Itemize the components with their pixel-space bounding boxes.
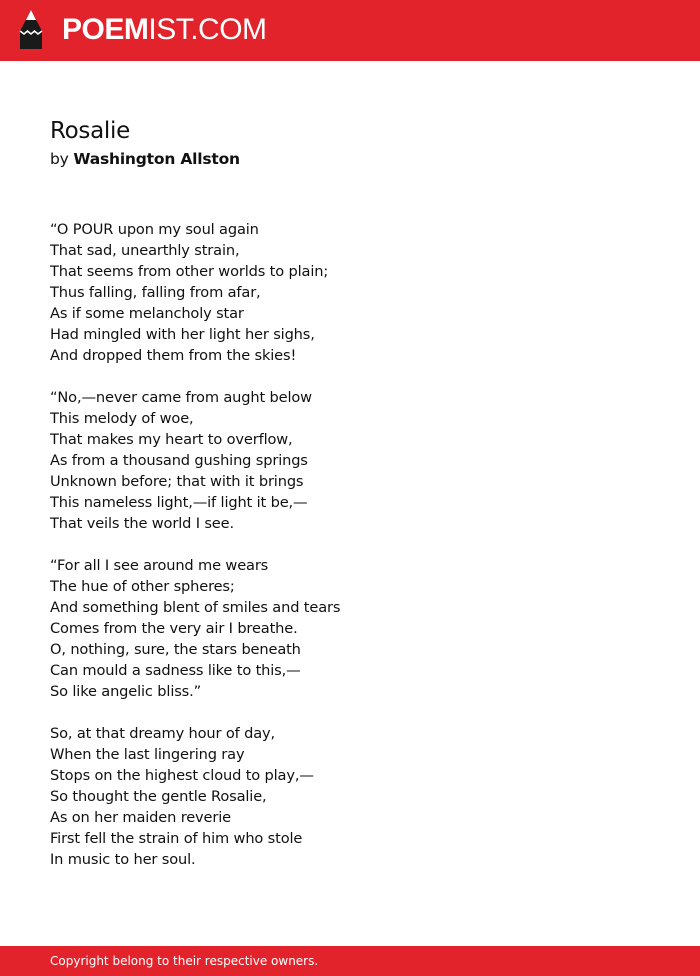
logo-bold-part: POEM xyxy=(62,13,149,46)
poem-line: Thus falling, falling from afar, xyxy=(50,284,261,301)
poem-line: That sad, unearthly strain, xyxy=(50,242,240,259)
pencil-logo-icon[interactable] xyxy=(18,9,44,51)
poem-stanza xyxy=(50,219,650,366)
poem-line: So, at that dreamy hour of day, xyxy=(50,725,276,742)
site-logo-text[interactable] xyxy=(62,12,267,48)
poem-stanza xyxy=(50,723,650,870)
site-header xyxy=(0,0,700,61)
poem-line: So like angelic bliss.” xyxy=(50,683,202,700)
poem-line: O, nothing, sure, the stars beneath xyxy=(50,641,301,658)
poem-line: Unknown before; that with it brings xyxy=(50,473,304,490)
poem-line: That veils the world I see. xyxy=(50,515,234,532)
poem-line: Had mingled with her light her sighs, xyxy=(50,326,315,343)
poem-line: “For all I see around me wears xyxy=(50,557,269,574)
poem-line: This melody of woe, xyxy=(50,410,194,427)
poem-line: Comes from the very air I breathe. xyxy=(50,620,298,637)
by-label: by xyxy=(50,150,69,168)
logo-light-part: IST.COM xyxy=(148,13,267,46)
site-footer xyxy=(0,946,700,976)
poem-line: Can mould a sadness like to this,— xyxy=(50,662,301,679)
poem-line: As if some melancholy star xyxy=(50,305,244,322)
poem-line: That makes my heart to overflow, xyxy=(50,431,293,448)
poem-line: That seems from other worlds to plain; xyxy=(50,263,329,280)
poem-line: This nameless light,—if light it be,— xyxy=(50,494,308,511)
poem-stanza xyxy=(50,387,650,534)
poem-stanza xyxy=(50,555,650,702)
poem-author: Washington Allston xyxy=(73,150,240,168)
poem-byline xyxy=(50,148,240,170)
poem-line: As on her maiden reverie xyxy=(50,809,231,826)
poem-line: And dropped them from the skies! xyxy=(50,347,297,364)
poem-line: First fell the strain of him who stole xyxy=(50,830,303,847)
poem-body xyxy=(50,219,650,891)
poem-line: “O POUR upon my soul again xyxy=(50,221,259,238)
poem-line: Stops on the highest cloud to play,— xyxy=(50,767,314,784)
footer-copyright: Copyright belong to their respective owners. xyxy=(50,954,319,968)
poem-line: When the last lingering ray xyxy=(50,746,245,763)
poem-line: And something blent of smiles and tears xyxy=(50,599,341,616)
poem-title: Rosalie xyxy=(50,118,130,144)
poem-line: The hue of other spheres; xyxy=(50,578,235,595)
poem-line: So thought the gentle Rosalie, xyxy=(50,788,267,805)
poem-line: As from a thousand gushing springs xyxy=(50,452,308,469)
poem-line: “No,—never came from aught below xyxy=(50,389,312,406)
poem-line: In music to her soul. xyxy=(50,851,196,868)
